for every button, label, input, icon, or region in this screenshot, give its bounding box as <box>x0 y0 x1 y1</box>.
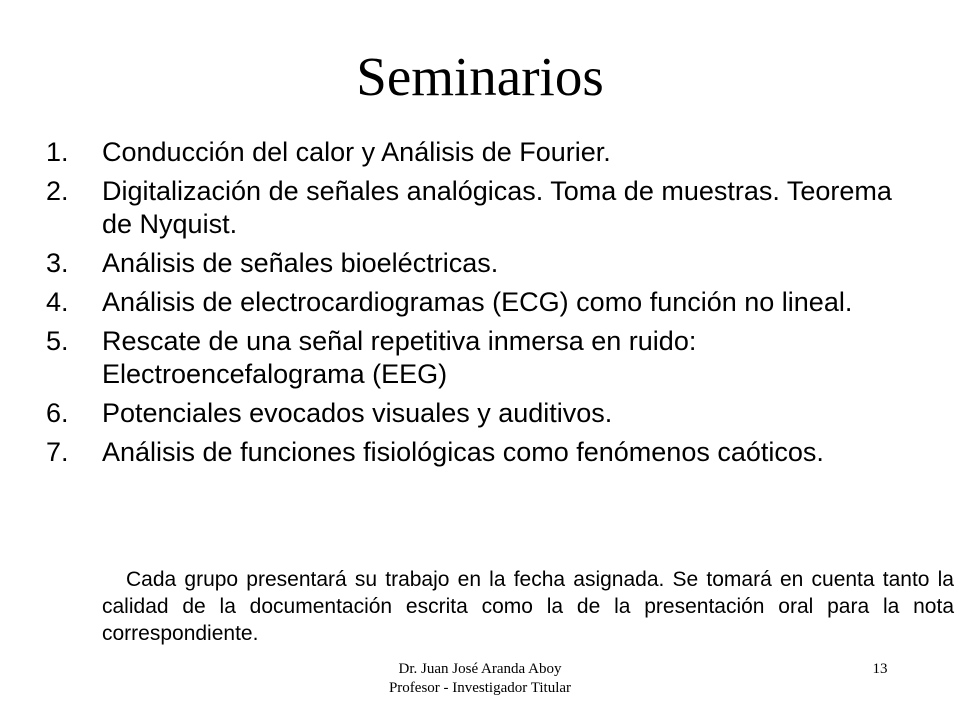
list-item-number: 7. <box>46 437 69 467</box>
list-item-text: Potenciales evocados visuales y auditivos. <box>102 398 613 428</box>
evaluation-note: Cada grupo presentará su trabajo en la fecha asignada. Se tomará en cuenta tanto la calidad de la documentación escrita como la de la presentación oral para la nota correspondiente. <box>102 568 954 645</box>
footer-author <box>340 660 620 698</box>
author-title: Profesor - Investigador Titular <box>388 680 572 696</box>
author-name: Dr. Juan José Aranda Aboy <box>398 661 562 677</box>
slide-title: Seminarios <box>356 46 604 107</box>
list-item-text: Digitalización de señales analógicas. Toma de muestras. Teorema de Nyquist. <box>102 176 892 239</box>
list-item <box>46 286 926 319</box>
list-item <box>46 436 926 469</box>
seminar-list <box>46 136 926 475</box>
list-item-text: Conducción del calor y Análisis de Fourier. <box>102 137 611 167</box>
list-item-number: 4. <box>46 287 69 317</box>
list-item-number: 5. <box>46 326 69 356</box>
list-item <box>46 325 926 391</box>
list-item <box>46 136 926 169</box>
list-item <box>46 247 926 280</box>
list-item-number: 1. <box>46 137 69 167</box>
list-item-number: 6. <box>46 398 69 428</box>
list-item-text: Rescate de una señal repetitiva inmersa en ruido: Electroencefalograma (EEG) <box>102 326 697 389</box>
list-item-text: Análisis de señales bioeléctricas. <box>102 248 499 278</box>
list-item-number: 2. <box>46 176 69 206</box>
list-item-text: Análisis de funciones fisiológicas como fenómenos caóticos. <box>102 437 824 467</box>
list-item <box>46 397 926 430</box>
page-number: 13 <box>872 661 888 677</box>
list-item <box>46 175 926 241</box>
list-item-text: Análisis de electrocardiogramas (ECG) como función no lineal. <box>102 287 853 317</box>
list-item-number: 3. <box>46 248 69 278</box>
